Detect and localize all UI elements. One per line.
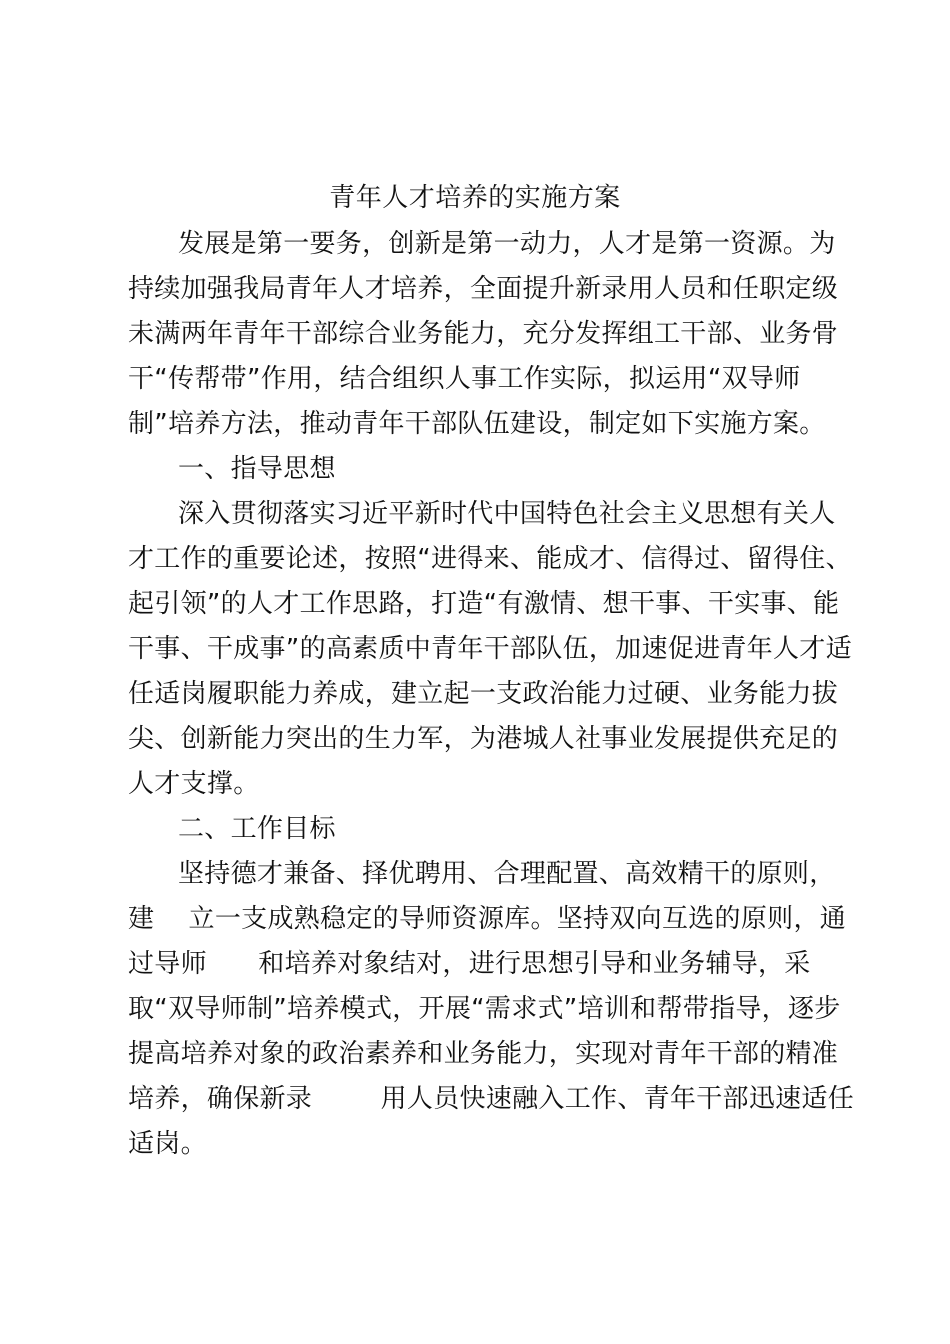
section-heading: 一、指导思想 [178,454,336,484]
paragraph-line: 深入贯彻落实习近平新时代中国特色社会主义思想有关人 [178,499,836,529]
paragraph-line: 坚持德才兼备、择优聘用、合理配置、高效精干的原则， [178,859,836,889]
paragraph-line: 建 立一支成熟稳定的导师资源库。坚持双向互选的原则，通 [128,904,847,934]
section-heading: 二、工作目标 [178,814,336,844]
paragraph-line: 才工作的重要论述，按照“进得来、能成才、信得过、留得住、 [128,544,852,574]
document-title: 青年人才培养的实施方案 [329,183,621,213]
paragraph-line: 取“双导师制”培养模式，开展“需求式”培训和帮带指导，逐步 [128,994,841,1024]
paragraph-line: 任适岗履职能力养成，建立起一支政治能力过硬、业务能力拔 [128,679,839,709]
paragraph-line: 持续加强我局青年人才培养，全面提升新录用人员和任职定级 [128,274,839,304]
paragraph-line: 起引领”的人才工作思路，打造“有激情、想干事、干实事、能 [128,589,840,619]
paragraph-line: 人才支撑。 [128,769,260,799]
paragraph-line: 未满两年青年干部综合业务能力，充分发挥组工干部、业务骨 [128,319,839,349]
paragraph-line: 适岗。 [128,1129,207,1159]
paragraph-line: 干“传帮带”作用，结合组织人事工作实际，拟运用“双导师 [128,364,801,394]
paragraph-line: 提高培养对象的政治素养和业务能力，实现对青年干部的精准 [128,1039,839,1069]
paragraph-line: 发展是第一要务，创新是第一动力，人才是第一资源。为 [178,229,836,259]
paragraph-line: 过导师 和培养对象结对，进行思想引导和业务辅导，采 [128,949,811,979]
paragraph-line: 培养，确保新录 用人员快速融入工作、青年干部迅速适任 [128,1084,855,1114]
paragraph-line: 尖、创新能力突出的生力军，为港城人社事业发展提供充足的 [128,724,839,754]
paragraph-line: 干事、干成事”的高素质中青年干部队伍，加速促进青年人才适 [128,634,852,664]
paragraph-line: 制”培养方法，推动青年干部队伍建设，制定如下实施方案。 [128,409,826,439]
